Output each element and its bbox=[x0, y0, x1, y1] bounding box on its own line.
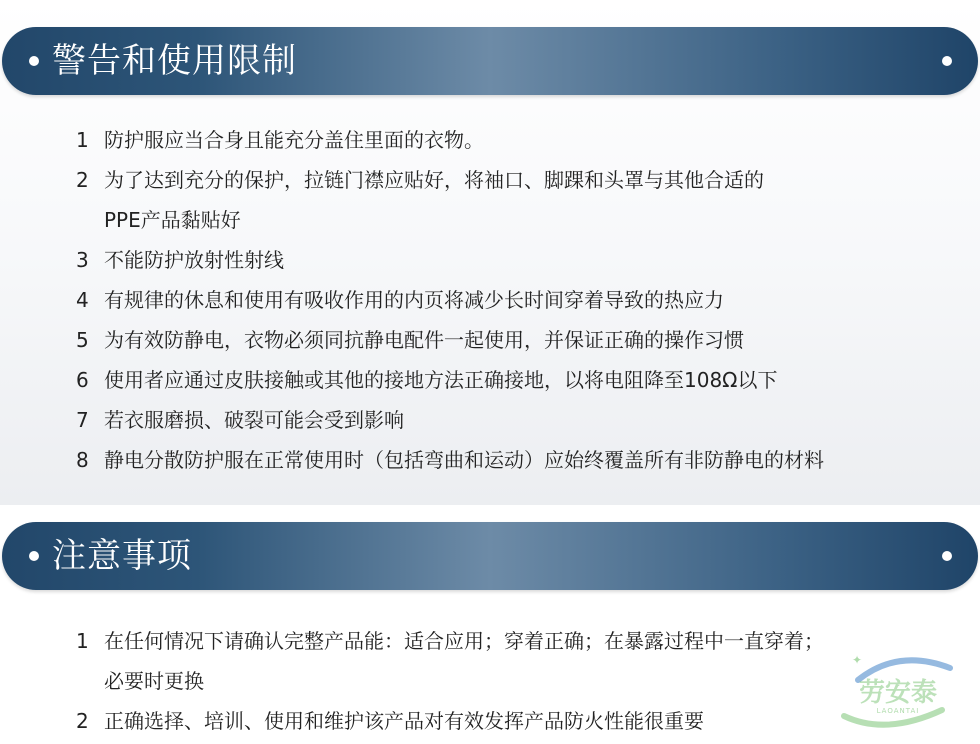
bullet-dot-icon bbox=[942, 56, 952, 66]
laoantai-logo bbox=[838, 650, 958, 736]
item-text: 防护服应当合身且能充分盖住里面的衣物。 bbox=[104, 128, 484, 152]
item-number: 5 bbox=[76, 328, 89, 352]
list-item bbox=[0, 240, 980, 280]
bullet-dot-icon bbox=[29, 551, 39, 561]
notes-list bbox=[0, 621, 980, 741]
item-number: 2 bbox=[76, 709, 89, 733]
item-text: 使用者应通过皮肤接触或其他的接地方法正确接地，以将电阻降至108Ω以下 bbox=[104, 368, 778, 392]
item-text: 静电分散防护服在正常使用时（包括弯曲和运动）应始终覆盖所有非防静电的材料 bbox=[104, 448, 824, 472]
logo-name: 劳安泰 bbox=[858, 678, 938, 708]
warnings-header-banner bbox=[2, 27, 978, 95]
item-number: 6 bbox=[76, 368, 89, 392]
item-text: 正确选择、培训、使用和维护该产品对有效发挥产品防火性能很重要 bbox=[104, 709, 704, 733]
item-number: 7 bbox=[76, 408, 89, 432]
logo-subtitle: LAOANTAI bbox=[876, 707, 920, 715]
item-text-continued: 必要时更换 bbox=[104, 669, 204, 693]
bullet-dot-icon bbox=[29, 56, 39, 66]
item-text: 有规律的休息和使用有吸收作用的内页将减少长时间穿着导致的热应力 bbox=[104, 288, 724, 312]
item-text: 为了达到充分的保护，拉链门襟应贴好，将袖口、脚踝和头罩与其他合适的 bbox=[104, 168, 764, 192]
item-text: 若衣服磨损、破裂可能会受到影响 bbox=[104, 408, 404, 432]
list-item bbox=[0, 160, 980, 240]
list-item bbox=[0, 701, 980, 741]
item-number: 8 bbox=[76, 448, 89, 472]
notes-title: 注意事项 bbox=[52, 536, 192, 576]
item-number: 1 bbox=[76, 128, 89, 152]
notes-header-banner bbox=[2, 522, 978, 590]
list-item bbox=[0, 280, 980, 320]
list-item bbox=[0, 120, 980, 160]
item-number: 2 bbox=[76, 168, 89, 192]
item-number: 4 bbox=[76, 288, 89, 312]
item-number: 1 bbox=[76, 629, 89, 653]
item-text: 为有效防静电，衣物必须同抗静电配件一起使用，并保证正确的操作习惯 bbox=[104, 328, 744, 352]
list-item bbox=[0, 400, 980, 440]
list-item bbox=[0, 360, 980, 400]
bullet-dot-icon bbox=[942, 551, 952, 561]
warnings-list bbox=[0, 120, 980, 480]
list-item bbox=[0, 621, 980, 701]
item-text: 在任何情况下请确认完整产品能：适合应用；穿着正确；在暴露过程中一直穿着； bbox=[104, 629, 824, 653]
item-number: 3 bbox=[76, 248, 89, 272]
item-text: 不能防护放射性射线 bbox=[104, 248, 284, 272]
list-item bbox=[0, 440, 980, 480]
warnings-title: 警告和使用限制 bbox=[52, 41, 297, 81]
logo-sparkle-icon: ✦ bbox=[852, 653, 863, 667]
item-text-continued: PPE产品黏贴好 bbox=[104, 208, 241, 232]
list-item bbox=[0, 320, 980, 360]
